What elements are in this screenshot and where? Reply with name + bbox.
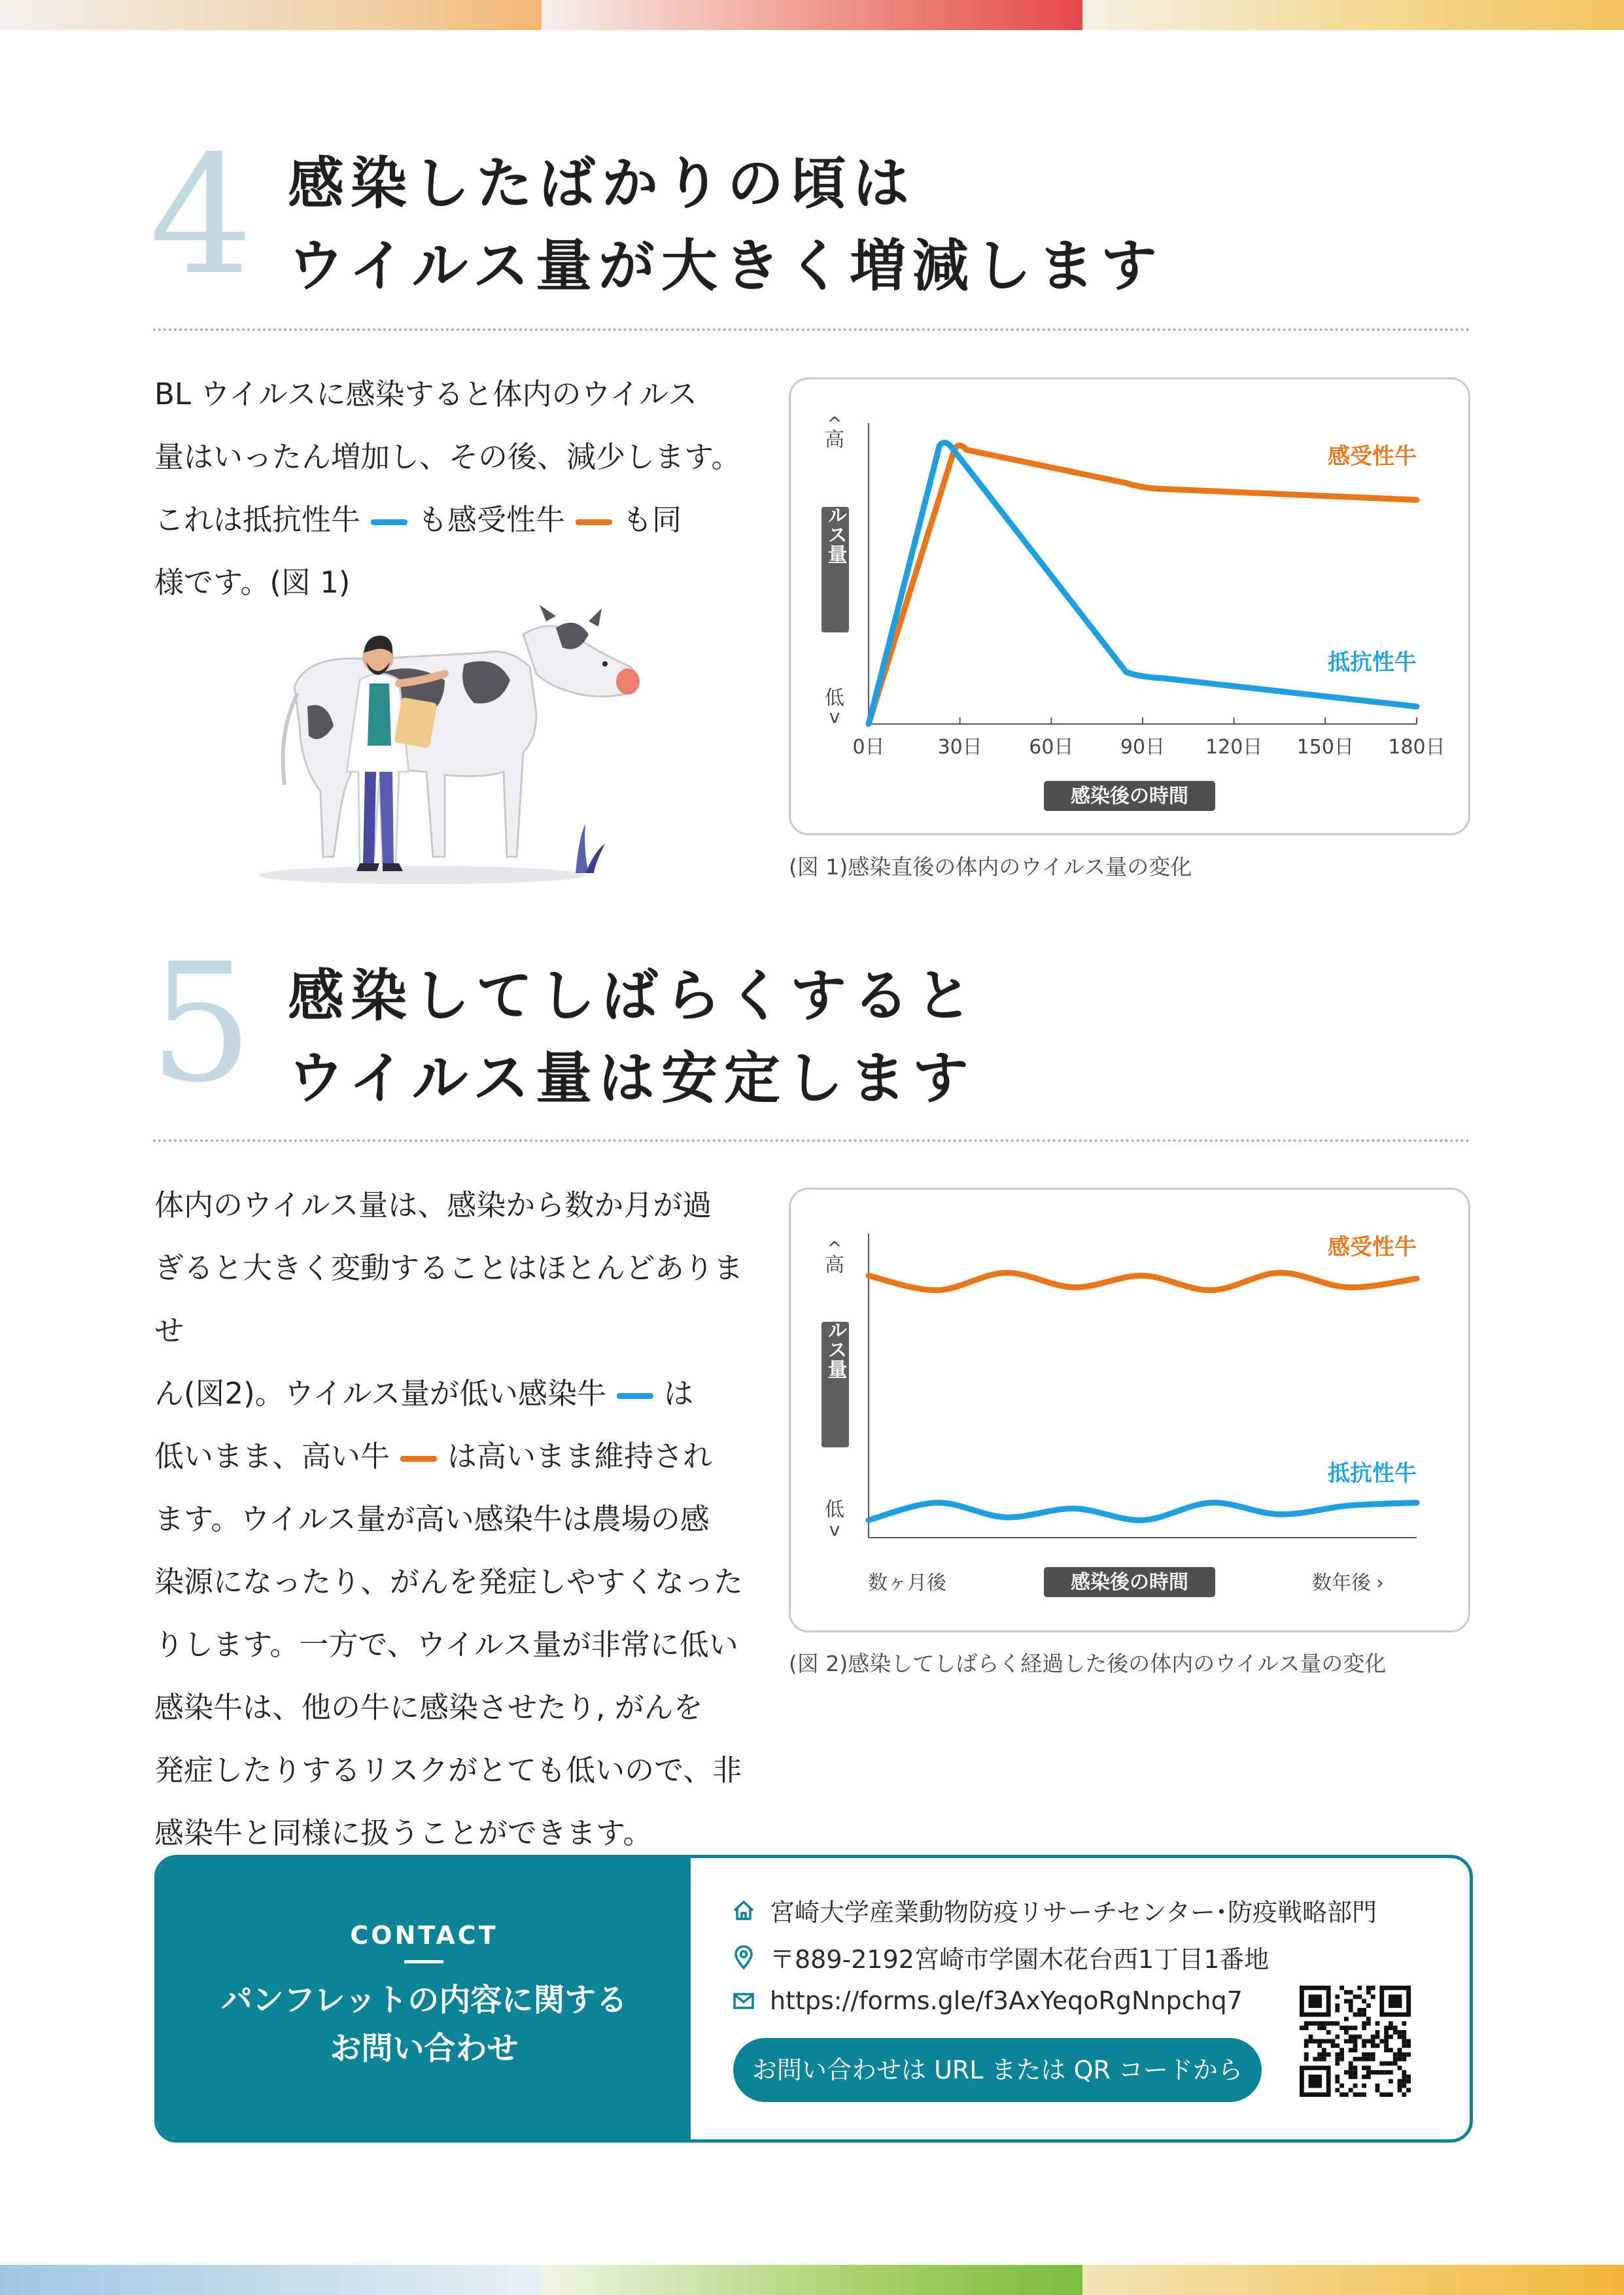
- qr-module: [1357, 2035, 1362, 2039]
- qr-module: [1357, 2012, 1362, 2017]
- x-tick-label: 90日: [1120, 736, 1166, 759]
- x-axis-label: 感染後の時間: [1071, 785, 1188, 808]
- qr-module: [1384, 2070, 1389, 2075]
- qr-module: [1357, 2057, 1362, 2062]
- qr-module: [1402, 2070, 1406, 2075]
- qr-module: [1389, 2070, 1393, 2075]
- qr-module: [1353, 2092, 1358, 2097]
- qr-module: [1349, 2088, 1353, 2092]
- qr-module: [1371, 2039, 1375, 2044]
- qr-code[interactable]: [1300, 1986, 1411, 2097]
- qr-module: [1344, 2030, 1349, 2035]
- qr-module: [1326, 2039, 1331, 2044]
- qr-module: [1335, 2062, 1339, 2066]
- qr-module: [1309, 2039, 1313, 2044]
- qr-module: [1344, 2026, 1349, 2030]
- contact-heading: CONTACT: [350, 1921, 498, 1950]
- contact-header-panel: [158, 1858, 691, 2139]
- section-4-body-line: 量はいったん増加し、その後、減少します。: [154, 440, 741, 474]
- qr-module: [1362, 2008, 1366, 2012]
- organization-row: [727, 1892, 1377, 1928]
- qr-module: [1331, 2043, 1336, 2048]
- qr-module: [1366, 2065, 1371, 2070]
- qr-module: [1335, 2052, 1339, 2057]
- qr-module: [1344, 2092, 1349, 2097]
- x-tick-label: 0日: [852, 736, 885, 759]
- qr-module: [1375, 2084, 1380, 2088]
- qr-module: [1357, 1995, 1362, 1999]
- qr-module: [1362, 2057, 1366, 2062]
- section-5-body-line: 感染牛と同様に扱うことができます。: [154, 1816, 653, 1850]
- qr-module: [1317, 2043, 1322, 2048]
- qr-module: [1317, 2039, 1322, 2044]
- qr-module: [1349, 2065, 1353, 2070]
- susceptible-legend-bar: [400, 1456, 437, 1462]
- qr-module: [1362, 2039, 1366, 2044]
- series-label: 感受性牛: [1328, 443, 1417, 470]
- section-4-body-fragment: も同: [623, 502, 682, 537]
- section-4-body-fragment: これは抵抗性牛: [154, 502, 361, 537]
- qr-module: [1353, 2048, 1358, 2052]
- qr-module: [1326, 2030, 1331, 2035]
- qr-module: [1379, 2092, 1384, 2097]
- qr-module: [1357, 2092, 1362, 2097]
- section-4-title-line1: 感染したばかりの頃は: [288, 150, 916, 216]
- qr-module: [1366, 2017, 1371, 2022]
- qr-module: [1366, 2052, 1371, 2057]
- qr-finder: [1389, 1995, 1402, 2008]
- qr-module: [1304, 2026, 1309, 2030]
- section-4-body-line: BL ウイルスに感染すると体内のウイルス: [154, 377, 697, 411]
- qr-module: [1335, 2075, 1339, 2079]
- location-pin-icon: [727, 1944, 761, 1971]
- y-high-caret-icon: ^: [827, 413, 842, 434]
- qr-module: [1402, 2039, 1406, 2044]
- qr-module: [1398, 2088, 1402, 2092]
- qr-module: [1402, 2079, 1406, 2084]
- qr-module: [1317, 2057, 1322, 2062]
- qr-module: [1371, 2035, 1375, 2039]
- qr-module: [1335, 2088, 1339, 2092]
- qr-module: [1406, 2088, 1411, 2092]
- qr-module: [1357, 2008, 1362, 2012]
- qr-module: [1339, 2026, 1344, 2030]
- qr-module: [1349, 2062, 1353, 2066]
- qr-module: [1313, 2021, 1317, 2026]
- qr-module: [1322, 2026, 1326, 2030]
- qr-module: [1384, 2062, 1389, 2066]
- mail-icon: [727, 1988, 761, 2014]
- vet-and-cow-illustration: [249, 576, 654, 889]
- qr-module: [1389, 2062, 1393, 2066]
- y-low-caret-icon: v: [829, 706, 840, 727]
- qr-module: [1317, 2052, 1322, 2057]
- y-low-caret-icon: v: [829, 1519, 840, 1540]
- qr-module: [1322, 2052, 1326, 2057]
- qr-module: [1406, 2039, 1411, 2044]
- qr-module: [1322, 2039, 1326, 2044]
- qr-module: [1349, 2008, 1353, 2012]
- section-5-body-line: 体内のウイルス量は、感染から数か月が過: [154, 1188, 712, 1222]
- section-4-body-fragment: も感受性牛: [418, 502, 566, 537]
- qr-module: [1375, 2088, 1380, 2092]
- qr-module: [1339, 2057, 1344, 2062]
- section-4-title-line2: ウイルス量が大きく増減します: [288, 233, 1164, 299]
- qr-module: [1402, 2043, 1406, 2048]
- section-5-body-line: [154, 1362, 746, 1425]
- qr-module: [1326, 2021, 1331, 2026]
- qr-module: [1326, 2052, 1331, 2057]
- x-tick-label: 30日: [937, 736, 982, 759]
- qr-module: [1371, 2070, 1375, 2075]
- qr-module: [1309, 2021, 1313, 2026]
- y-high-caret-icon: ^: [827, 1237, 842, 1259]
- qr-module: [1349, 2035, 1353, 2039]
- qr-module: [1362, 2052, 1366, 2057]
- qr-module: [1344, 2039, 1349, 2044]
- qr-finder: [1309, 1995, 1322, 2008]
- qr-module: [1393, 2052, 1398, 2057]
- qr-module: [1339, 2052, 1344, 2057]
- qr-module: [1371, 2052, 1375, 2057]
- qr-module: [1375, 2043, 1380, 2048]
- section-5-body-line: [154, 1425, 746, 1488]
- qr-module: [1362, 2084, 1366, 2088]
- qr-module: [1349, 1990, 1353, 1995]
- qr-module: [1322, 2057, 1326, 2062]
- qr-module: [1366, 2075, 1371, 2079]
- qr-module: [1362, 2075, 1366, 2079]
- qr-module: [1313, 2057, 1317, 2062]
- qr-module: [1384, 2048, 1389, 2052]
- qr-module: [1371, 1995, 1375, 1999]
- address-text: 〒889-2192宮崎市学園木花台西1丁目1番地: [770, 1945, 1270, 1974]
- qr-module: [1300, 2026, 1304, 2030]
- qr-module: [1353, 2075, 1358, 2079]
- y-low-label: 低: [825, 1498, 844, 1521]
- section-5-title-line1: 感染してしばらくすると: [288, 963, 978, 1029]
- contact-divider: [404, 1960, 443, 1963]
- qr-module: [1304, 2043, 1309, 2048]
- section-5-body-fragment: 低いまま、高い牛: [154, 1439, 390, 1474]
- qr-module: [1375, 2035, 1380, 2039]
- qr-module: [1366, 2057, 1371, 2062]
- contact-title: [158, 1976, 691, 2073]
- address-row: [727, 1939, 1269, 1975]
- qr-module: [1335, 2043, 1339, 2048]
- qr-module: [1393, 2062, 1398, 2066]
- qr-module: [1398, 2035, 1402, 2039]
- qr-module: [1384, 2026, 1389, 2030]
- qr-module: [1304, 2021, 1309, 2026]
- resistant-legend-bar: [617, 1393, 653, 1399]
- qr-module: [1339, 2048, 1344, 2052]
- contact-cta-button[interactable]: お問い合わせは URL または QR コードから: [733, 2038, 1262, 2102]
- qr-module: [1371, 2043, 1375, 2048]
- qr-module: [1384, 2092, 1389, 2097]
- qr-module: [1339, 1986, 1344, 1990]
- qr-module: [1389, 2092, 1393, 2097]
- section-5-divider: [153, 1139, 1470, 1142]
- x-left-label: 数ヶ月後: [868, 1572, 946, 1595]
- qr-module: [1335, 1995, 1339, 1999]
- qr-module: [1384, 2035, 1389, 2039]
- qr-module: [1353, 2070, 1358, 2075]
- qr-module: [1331, 2021, 1336, 2026]
- series-line: [869, 445, 1417, 724]
- figure-1-caption: (図 1)感染直後の体内のウイルス量の変化: [789, 854, 1192, 880]
- qr-module: [1406, 2043, 1411, 2048]
- section-5-number: 5: [149, 928, 254, 1118]
- qr-module: [1344, 1999, 1349, 2003]
- contact-title-line1: パンフレットの内容に関する: [220, 1982, 628, 2018]
- qr-module: [1339, 2084, 1344, 2088]
- qr-module: [1349, 2026, 1353, 2030]
- qr-module: [1335, 2003, 1339, 2008]
- qr-module: [1317, 2026, 1322, 2030]
- figure-1-chart: [789, 377, 1470, 835]
- section-5-body-line: 発症したりするリスクがとても低いので、非: [154, 1753, 742, 1787]
- qr-module: [1344, 2070, 1349, 2075]
- qr-module: [1371, 2057, 1375, 2062]
- y-high-label: 高: [825, 428, 844, 451]
- y-low-label: 低: [825, 687, 844, 710]
- section-5-title-line2: ウイルス量は安定します: [288, 1045, 975, 1111]
- qr-module: [1353, 2012, 1358, 2017]
- qr-module: [1322, 2048, 1326, 2052]
- section-4-title: [288, 143, 1164, 307]
- series-line: [869, 1503, 1417, 1521]
- qr-module: [1349, 2039, 1353, 2044]
- qr-module: [1402, 2030, 1406, 2035]
- section-4-body-line: [154, 489, 746, 551]
- qr-module: [1353, 2084, 1358, 2088]
- qr-module: [1375, 2030, 1380, 2035]
- section-5-body-line: ぎると大きく変動することはほとんどありませ: [154, 1251, 744, 1348]
- section-5-body-line: 染源になったり、がんを発症しやすくなった: [154, 1564, 744, 1599]
- organization-name: 宮崎大学産業動物防疫リサーチセンター･防疫戦略部門: [770, 1898, 1377, 1927]
- qr-module: [1398, 2057, 1402, 2062]
- x-tick-label: 150日: [1296, 736, 1354, 759]
- susceptible-legend-bar: [576, 519, 612, 525]
- series-line: [869, 1273, 1417, 1290]
- qr-module: [1402, 2035, 1406, 2039]
- qr-module: [1393, 2057, 1398, 2062]
- qr-module: [1304, 2039, 1309, 2044]
- qr-module: [1331, 2039, 1336, 2044]
- qr-module: [1362, 2092, 1366, 2097]
- section-5-body-line: ます。ウイルス量が高い感染牛は農場の感: [154, 1502, 710, 1536]
- qr-module: [1366, 1990, 1371, 1995]
- qr-module: [1349, 1999, 1353, 2003]
- qr-module: [1353, 2057, 1358, 2062]
- qr-module: [1304, 2057, 1309, 2062]
- qr-module: [1317, 2021, 1322, 2026]
- qr-module: [1402, 2075, 1406, 2079]
- qr-module: [1335, 2079, 1339, 2084]
- qr-module: [1389, 2079, 1393, 2084]
- qr-module: [1398, 2052, 1402, 2057]
- qr-module: [1353, 2026, 1358, 2030]
- qr-module: [1335, 2008, 1339, 2012]
- figure-2-caption: (図 2)感染してしばらく経過した後の体内のウイルス量の変化: [789, 1651, 1387, 1676]
- resistant-legend-bar: [371, 519, 407, 525]
- x-tick-label: 180日: [1388, 736, 1445, 759]
- section-5-body-fragment: ん(図2)。ウイルス量が低い感染牛: [154, 1376, 607, 1411]
- y-axis-label: ウイルス量: [823, 466, 847, 564]
- qr-module: [1335, 2021, 1339, 2026]
- y-axis-label: ウイルス量: [823, 1281, 847, 1379]
- contact-title-line2: お問い合わせ: [330, 2030, 519, 2067]
- qr-module: [1353, 1995, 1358, 1999]
- section-5-title: [288, 955, 978, 1120]
- qr-module: [1362, 1999, 1366, 2003]
- x-tick-label: 120日: [1205, 736, 1263, 759]
- section-5-body-line: 感染牛は、他の牛に感染させたり, がんを: [154, 1690, 703, 1725]
- qr-module: [1379, 2062, 1384, 2066]
- qr-module: [1366, 1986, 1371, 1990]
- qr-module: [1353, 2065, 1358, 2070]
- qr-module: [1349, 2048, 1353, 2052]
- qr-module: [1353, 2039, 1358, 2044]
- x-tick-label: 60日: [1029, 736, 1074, 759]
- section-4-divider: [153, 328, 1470, 331]
- qr-module: [1353, 2043, 1358, 2048]
- qr-module: [1406, 2052, 1411, 2057]
- section-5-body-fragment: は: [664, 1376, 694, 1411]
- qr-module: [1309, 2035, 1313, 2039]
- qr-module: [1344, 2017, 1349, 2022]
- qr-module: [1406, 2075, 1411, 2079]
- qr-module: [1357, 1986, 1362, 1990]
- series-label: 抵抗性牛: [1328, 649, 1417, 676]
- qr-module: [1406, 2079, 1411, 2084]
- qr-module: [1402, 2084, 1406, 2088]
- qr-module: [1379, 2070, 1384, 2075]
- qr-module: [1353, 2035, 1358, 2039]
- home-icon: [727, 1897, 761, 1924]
- qr-module: [1398, 2065, 1402, 2070]
- qr-module: [1344, 1990, 1349, 1995]
- bottom-color-strip: [0, 2265, 1624, 2295]
- qr-module: [1375, 2021, 1380, 2026]
- figure-2-chart: [789, 1188, 1470, 1632]
- qr-module: [1366, 2003, 1371, 2008]
- series-label: 抵抗性牛: [1328, 1460, 1417, 1487]
- qr-module: [1313, 2039, 1317, 2044]
- contact-url-link[interactable]: https://forms.gle/f3AxYeqoRgNnpchq7: [770, 1986, 1243, 2015]
- qr-module: [1349, 2075, 1353, 2079]
- qr-module: [1393, 2026, 1398, 2030]
- series-label: 感受性牛: [1328, 1234, 1417, 1260]
- qr-module: [1375, 2070, 1380, 2075]
- qr-module: [1371, 1986, 1375, 1990]
- qr-module: [1393, 2030, 1398, 2035]
- top-color-strip: [0, 0, 1624, 30]
- qr-module: [1389, 2021, 1393, 2026]
- qr-module: [1362, 2021, 1366, 2026]
- qr-module: [1402, 2052, 1406, 2057]
- section-5-body-fragment: は高いまま維持され: [447, 1439, 713, 1474]
- qr-module: [1362, 2065, 1366, 2070]
- chevron-right-icon: ›: [1376, 1572, 1384, 1595]
- contact-box: [154, 1855, 1473, 2143]
- qr-module: [1366, 2039, 1371, 2044]
- qr-module: [1398, 2030, 1402, 2035]
- x-axis-label: 感染後の時間: [1071, 1571, 1188, 1594]
- qr-module: [1335, 2035, 1339, 2039]
- section-4-number: 4: [149, 120, 254, 311]
- qr-module: [1384, 2039, 1389, 2044]
- qr-module: [1384, 2043, 1389, 2048]
- section-5-body: [154, 1174, 746, 1865]
- qr-module: [1389, 2035, 1393, 2039]
- qr-module: [1362, 2026, 1366, 2030]
- qr-module: [1339, 2092, 1344, 2097]
- section-5-body-line: りします。一方で、ウイルス量が非常に低い: [154, 1627, 738, 1662]
- qr-module: [1349, 2003, 1353, 2008]
- x-right-label: 数年後: [1312, 1572, 1371, 1595]
- section-4-body-line: 様です。(図 1): [154, 565, 351, 600]
- qr-module: [1398, 2084, 1402, 2088]
- qr-finder: [1309, 2075, 1322, 2088]
- qr-module: [1398, 2048, 1402, 2052]
- qr-module: [1322, 2021, 1326, 2026]
- qr-module: [1335, 2057, 1339, 2062]
- qr-module: [1362, 2043, 1366, 2048]
- qr-module: [1304, 2052, 1309, 2057]
- y-high-label: 高: [825, 1254, 844, 1277]
- qr-module: [1389, 2048, 1393, 2052]
- qr-module: [1362, 2012, 1366, 2017]
- qr-module: [1389, 2026, 1393, 2030]
- qr-module: [1379, 2039, 1384, 2044]
- qr-module: [1402, 2057, 1406, 2062]
- qr-module: [1402, 2092, 1406, 2097]
- qr-module: [1349, 2070, 1353, 2075]
- qr-module: [1398, 2079, 1402, 2084]
- qr-module: [1366, 2021, 1371, 2026]
- url-row: [727, 1986, 1243, 2015]
- qr-module: [1366, 2070, 1371, 2075]
- qr-module: [1384, 2030, 1389, 2035]
- qr-module: [1402, 2021, 1406, 2026]
